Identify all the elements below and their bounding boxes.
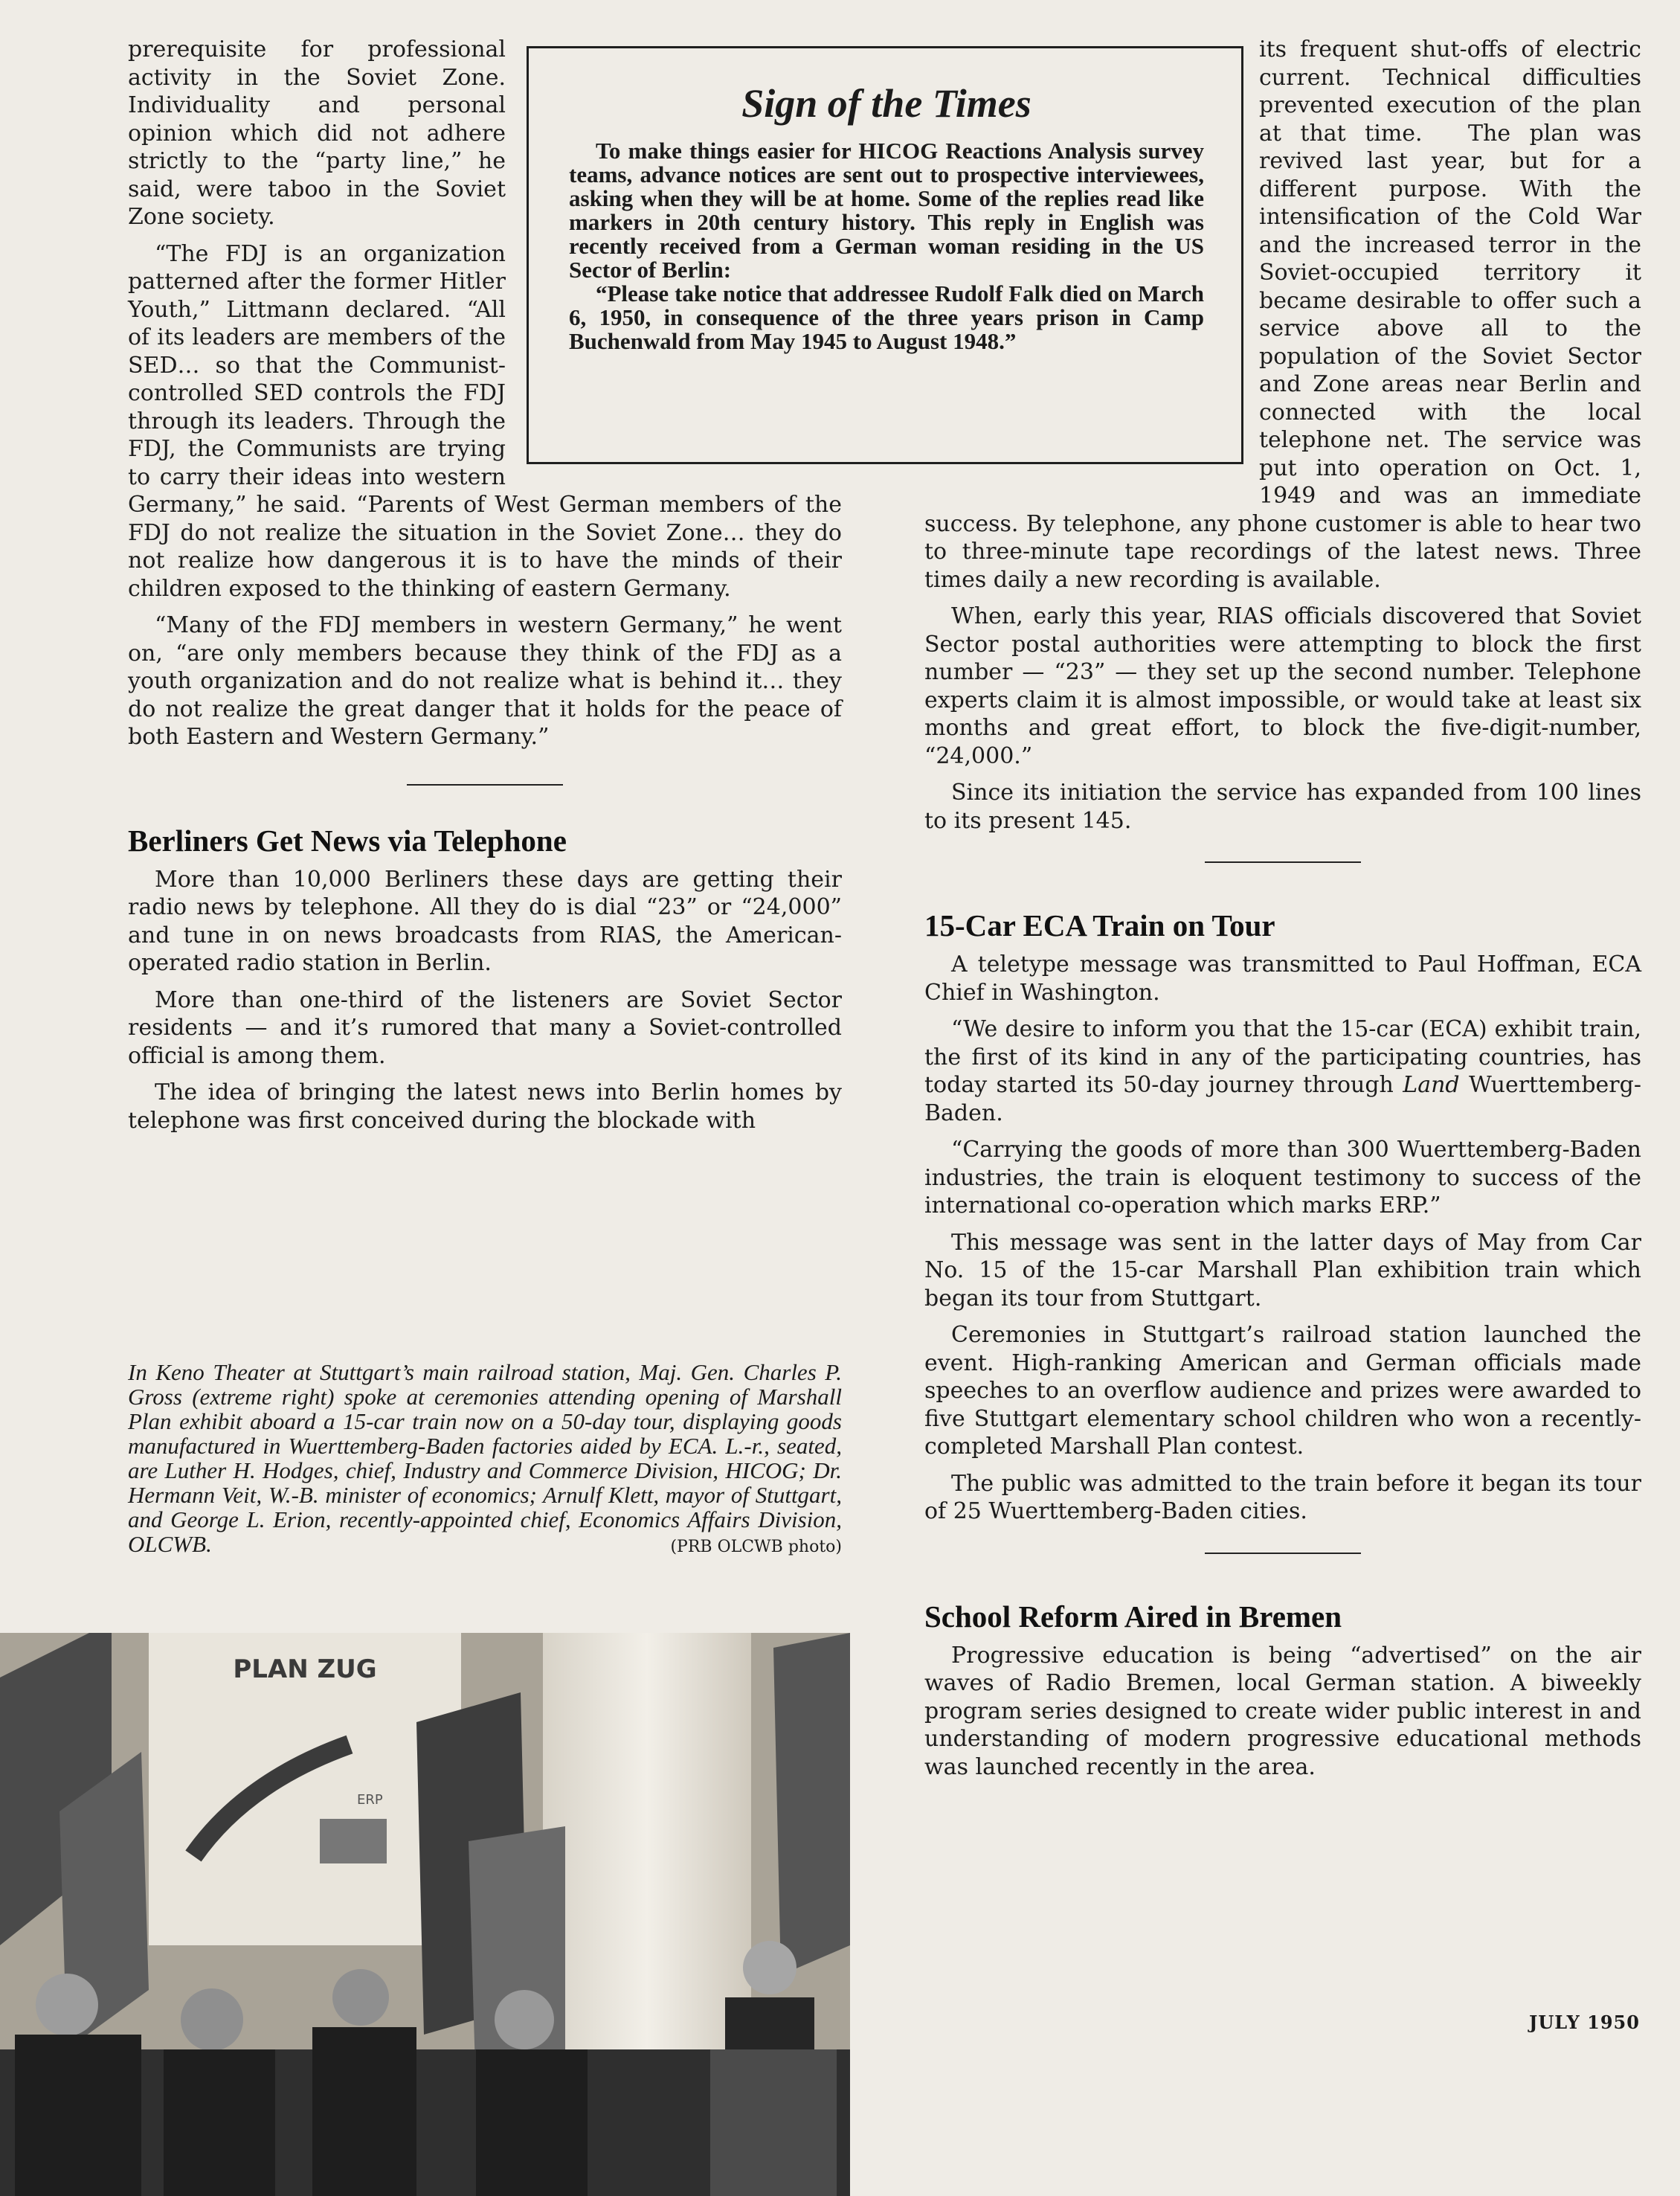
eca-paragraph: [924, 1015, 1641, 1127]
article-continuation-3: [128, 611, 842, 751]
eca-paragraph: A teletype message was transmitted to Paul Hoffman, ECA Chief in Washington.: [924, 951, 1641, 1006]
eca-quote-text: “We desire to inform you that the 15-car (ECA) exhibit train, the first of its kind in any of the participating countries, has today started its 50-day journey through: [924, 1016, 1641, 1098]
box-title: Sign of the Times: [741, 81, 1032, 126]
intro-text-3: “Many of the FDJ members in western Germany,” he went on, “are only members because they think of the FDJ as a youth organization and do not realize what is behind it… they do not realize the great danger that it holds for the peace of both Eastern and Western Germany.”: [128, 612, 842, 750]
telephone-cont-paragraph: When, early this year, RIAS officials discovered that Soviet Sector postal authorities were attempting to block the first number — “23” — they set up the second number. Telephone experts claim it is almost impossible, or would take at least six months and great effort, to block the five-digit-number, “24,000.”: [924, 603, 1641, 769]
issue-date: JULY 1950: [1529, 2012, 1640, 2033]
telephone-headline: Berliners Get News via Telephone: [128, 823, 567, 858]
ceremony-photo: [0, 1633, 850, 2196]
section-divider: [1205, 861, 1361, 863]
box-paragraph-2: “Please take notice that addressee Rudolf Falk died on March 6, 1950, in consequence of the three years prison in Camp Buchenwald from May 1945 to August 1948.”: [569, 280, 1204, 354]
photo-caption: [128, 1360, 842, 1559]
eca-paragraph: The public was admitted to the train before it began its tour of 25 Wuerttemberg-Baden cities.: [924, 1470, 1641, 1524]
intro-text-2: “The FDJ is an organization patterned after the former Hitler Youth,” Littmann declared. “All of its leaders are members of the SED… so that the Communist-controlled SED controls the FDJ through its leaders. Through the FDJ, the Communists are trying to carry their ideas into western Germany,” he said. “Parents of West German members of the FDJ do not realize the situation in the Soviet Zone… they do not realize how dangerous it is to have the minds of their children exposed to the thinking of eastern Germany.: [128, 240, 842, 602]
intro-text-1: prerequisite for professional activity in the Soviet Zone. Individuality and personal opinion which did not adhere strictly to the “party line,” he said, were taboo in the Soviet Zone society.: [128, 36, 506, 230]
erp-text: ERP: [357, 1792, 383, 1808]
school-paragraph: Progressive education is being “advertised” on the air waves of Radio Bremen, local German station. A biweekly program series designed to create wider public interest in and understanding of modern progressive educational methods was launched recently in the area.: [924, 1642, 1641, 1780]
eca-land-word: Land: [1403, 1072, 1460, 1098]
eca-paragraph: Ceremonies in Stuttgart’s railroad station launched the event. High-ranking American and German officials made speeches to an overflow audience and prizes were awarded to five Stuttgart elementary school children who won a recently-completed Marshall Plan contest.: [924, 1322, 1641, 1460]
stage-curtain: [543, 1633, 751, 2094]
erp-emblem: [320, 1819, 387, 1863]
section-divider: [407, 784, 563, 786]
telephone-paragraph: More than one-third of the listeners are Soviet Sector residents — and it’s rumored that many a Soviet-controlled official is among them.: [128, 986, 842, 1069]
telephone-paragraph: More than 10,000 Berliners these days are getting their radio news by telephone. All they do is dial “23” or “24,000” and tune in on news broadcasts from RIAS, the American-operated radio station in Berlin.: [128, 866, 842, 976]
eca-train-headline: 15-Car ECA Train on Tour: [924, 908, 1275, 943]
box-paragraph-1: To make things easier for HICOG Reactions Analysis survey teams, advance notices are sent out to prospective interviewees, asking when they will be at home. Some of the replies read like markers in 20th century history. This reply in English was recently received from a German woman residing in the US Sector of Berlin:: [569, 138, 1204, 283]
eca-paragraph: This message was sent in the latter days of May from Car No. 15 of the 15-car Marshall Plan exhibition train which began its tour from Stuttgart.: [924, 1229, 1641, 1312]
caption-text: In Keno Theater at Stuttgart’s main railroad station, Maj. Gen. Charles P. Gross (extreme right) spoke at ceremonies attending opening of Marshall Plan exhibit aboard a 15-car train now on a 50-day tour, displaying goods manufactured in Wuerttemberg-Baden factories aided by ECA. L.-r., seated, are Luther H. Hodges, chief, Industry and Commerce Division, HICOG; Dr. Hermann Veit, W.-B. minister of economics; Arnulf Klett, mayor of Stuttgart, and George L. Erion, recently-appointed chief, Economics Affairs Division, OLCWB.: [128, 1359, 842, 1557]
speaker-head: [743, 1941, 796, 1994]
school-headline: School Reform Aired in Bremen: [924, 1599, 1342, 1634]
telephone-continued: [924, 36, 1641, 594]
telephone-paragraph: The idea of bringing the latest news into Berlin homes by telephone was first conceived during the blockade with: [128, 1079, 842, 1134]
right-column: [924, 36, 1641, 1790]
lectern: [710, 2049, 837, 2196]
photo-credit: (PRB OLCWB photo): [670, 1538, 842, 1556]
telephone-cont-top: its frequent shut-offs of electric current. Technical difficulties prevented execution of the plan at that time.: [1259, 36, 1641, 147]
telephone-cont-revived: The plan was revived last year, but for a different purpose. With the intensification of the Cold War and the increased terror in the Soviet-occupied territory it became desirable to offer such a service above all to the population of the Soviet Sector and Zone areas near Berlin and connected with the local telephone net. The service was put into operation on Oct. 1, 1949 and was an immediate success. By telephone, any phone customer is able to hear two to three-minute tape recordings of the latest news. Three times daily a new recording is available.: [924, 120, 1641, 593]
ceremony-photo-illustration: [0, 1633, 850, 2196]
box-float-spacer-right: [924, 36, 1259, 491]
section-divider: [1205, 1553, 1361, 1554]
eca-paragraph: “Carrying the goods of more than 300 Wuerttemberg-Baden industries, the train is eloquent testimony to success of the international co-operation which marks ERP.”: [924, 1137, 1641, 1219]
eca-land-rest: Wuerttemberg-Baden.: [924, 1072, 1641, 1126]
banner-text: PLAN ZUG: [233, 1654, 377, 1684]
telephone-cont-paragraph: Since its initiation the service has expanded from 100 lines to its present 145.: [924, 780, 1641, 834]
